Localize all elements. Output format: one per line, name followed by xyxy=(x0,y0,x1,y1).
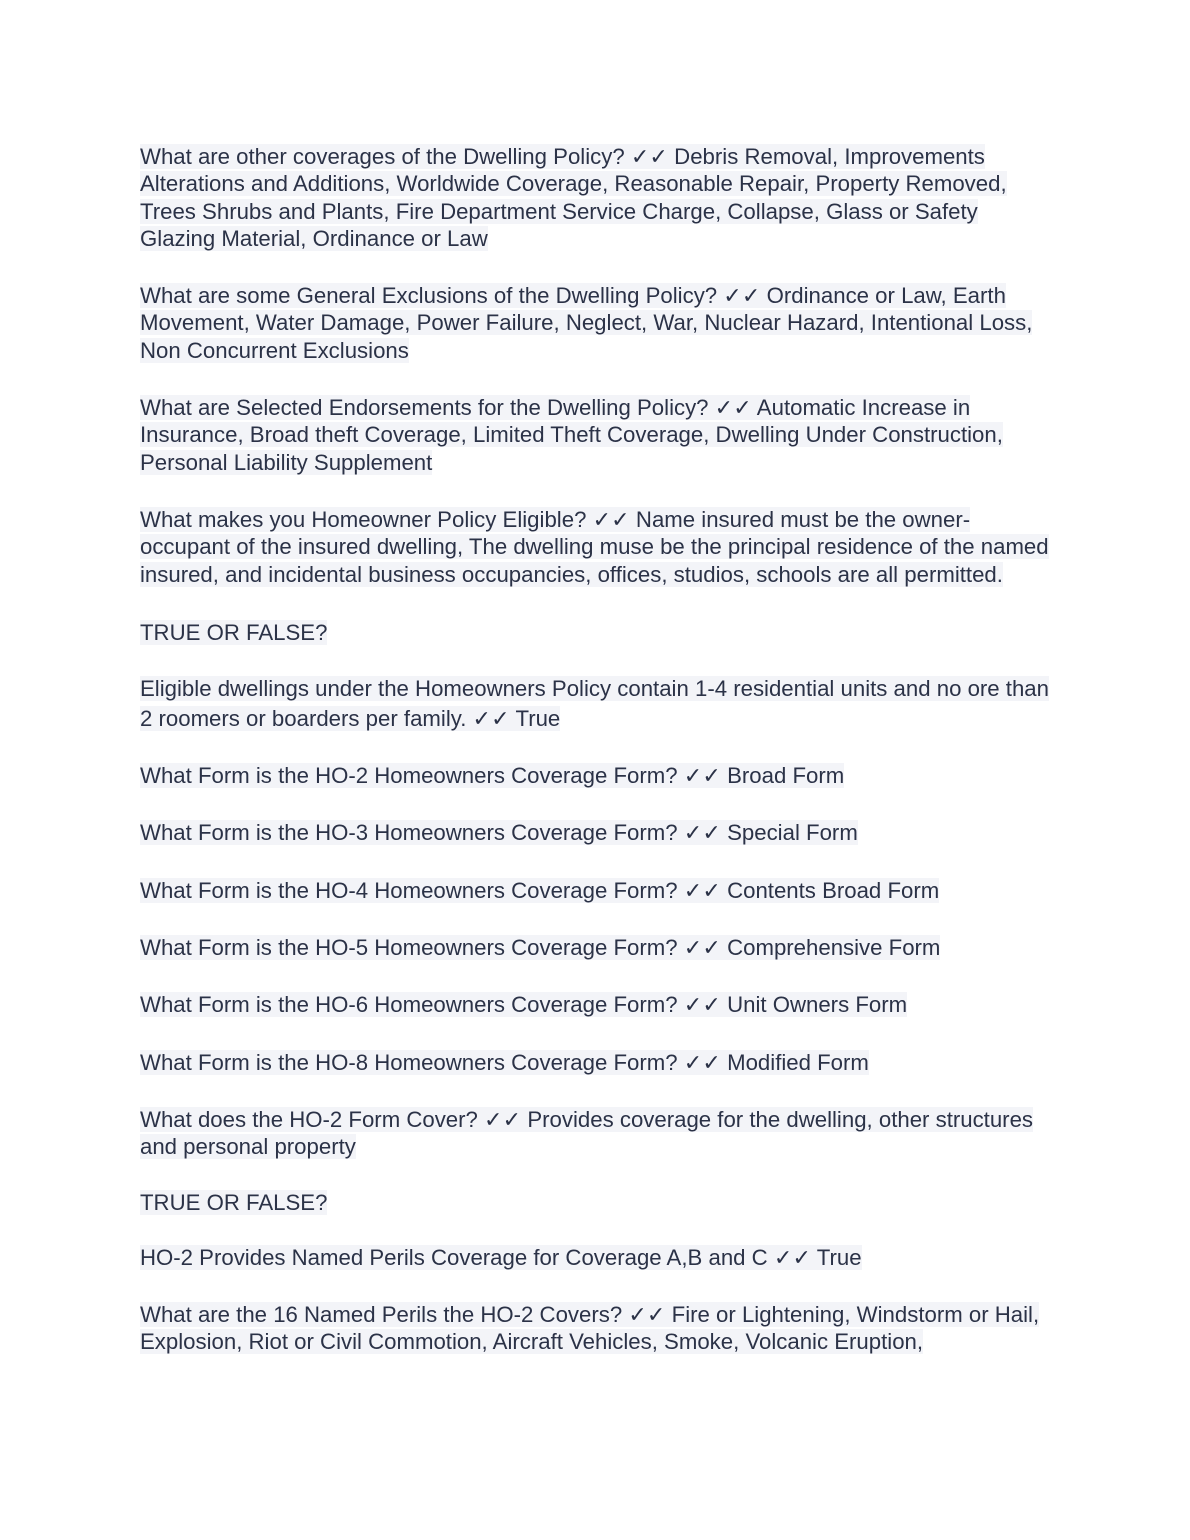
paragraph-text: What Form is the HO-8 Homeowners Coverage Form? ✓✓ Modified Form xyxy=(140,1049,869,1075)
qa-paragraph-other-coverages xyxy=(140,143,1055,252)
paragraph-text: What Form is the HO-3 Homeowners Coverage Form? ✓✓ Special Form xyxy=(140,820,858,846)
paragraph-text: What Form is the HO-5 Homeowners Coverage Form? ✓✓ Comprehensive Form xyxy=(140,935,941,961)
paragraph-text: Eligible dwellings under the Homeowners Policy contain 1-4 residential units and no ore than 2 roomers or boarders per family. ✓✓ True xyxy=(140,676,1049,732)
paragraph-text: What does the HO-2 Form Cover? ✓✓ Provides coverage for the dwelling, other structures and personal property xyxy=(140,1106,1034,1160)
paragraph-text: What Form is the HO-2 Homeowners Coverage Form? ✓✓ Broad Form xyxy=(140,763,845,789)
qa-paragraph-ho2-named-perils xyxy=(140,1244,1055,1271)
qa-paragraph-ho6-form xyxy=(140,991,1055,1018)
qa-paragraph-ho2-form xyxy=(140,762,1055,789)
qa-paragraph-ho2-cover xyxy=(140,1106,1055,1161)
paragraph-text: What are Selected Endorsements for the Dwelling Policy? ✓✓ Automatic Increase in Insurance, Broad theft Coverage, Limited Theft Coverage, Dwelling Under Construction, Personal Liability Supplement xyxy=(140,395,1003,475)
paragraph-text: What are some General Exclusions of the Dwelling Policy? ✓✓ Ordinance or Law, Earth Movement, Water Damage, Power Failure, Neglect, War, Nuclear Hazard, Intentional Loss, Non Concurrent Exclusions xyxy=(140,283,1033,363)
qa-paragraph-ho5-form xyxy=(140,934,1055,961)
qa-paragraph-ho4-form xyxy=(140,877,1055,904)
qa-paragraph-ho3-form xyxy=(140,819,1055,846)
true-or-false-heading xyxy=(140,1189,1055,1216)
qa-paragraph-eligible-dwellings xyxy=(140,674,1055,734)
paragraph-text: HO-2 Provides Named Perils Coverage for Coverage A,B and C ✓✓ True xyxy=(140,1244,862,1270)
paragraph-text: What Form is the HO-4 Homeowners Coverage Form? ✓✓ Contents Broad Form xyxy=(140,877,940,903)
paragraph-text: What are the 16 Named Perils the HO-2 Covers? ✓✓ Fire or Lightening, Windstorm or Hail, Explosion, Riot or Civil Commotion, Aircraft Vehicles, Smoke, Volcanic Eruption, xyxy=(140,1302,1040,1355)
paragraph-text: TRUE OR FALSE? xyxy=(140,1189,328,1215)
qa-paragraph-selected-endorsements xyxy=(140,394,1055,476)
qa-paragraph-16-named-perils xyxy=(140,1301,1055,1356)
qa-paragraph-ho8-form xyxy=(140,1049,1055,1076)
paragraph-text: TRUE OR FALSE? xyxy=(140,619,328,645)
true-or-false-heading xyxy=(140,619,1055,646)
qa-paragraph-homeowner-eligibility xyxy=(140,506,1055,588)
paragraph-text: What makes you Homeowner Policy Eligible? ✓✓ Name insured must be the owner-occupant of the insured dwelling, The dwelling muse be the principal residence of the named insured, and incidental business occupancies, offices, studios, schools are all permitted. xyxy=(140,506,1049,587)
paragraph-text: What Form is the HO-6 Homeowners Coverage Form? ✓✓ Unit Owners Form xyxy=(140,992,908,1018)
document-page xyxy=(140,143,1055,1356)
paragraph-text: What are other coverages of the Dwelling Policy? ✓✓ Debris Removal, Improvements Alterations and Additions, Worldwide Coverage, Reasonable Repair, Property Removed, Trees Shrubs and Plants, Fire Department Service Charge, Collapse, Glass or Safety Glazing Material, Ordinance or Law xyxy=(140,144,1007,251)
qa-paragraph-general-exclusions xyxy=(140,282,1055,364)
